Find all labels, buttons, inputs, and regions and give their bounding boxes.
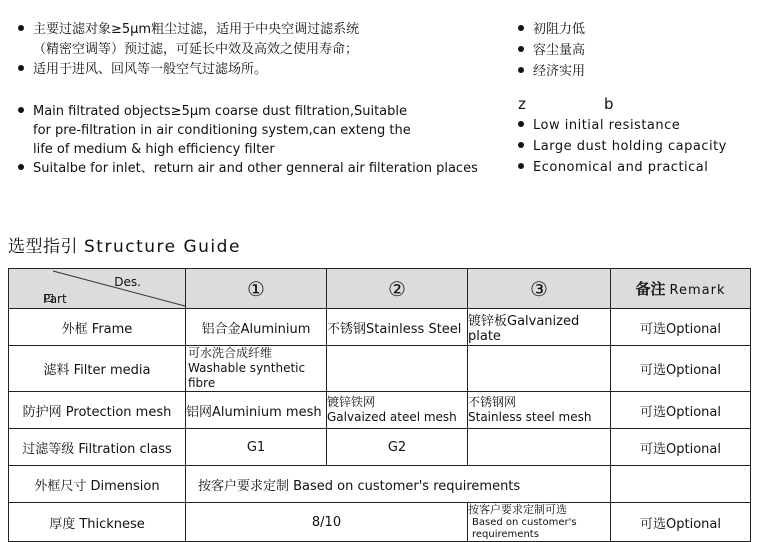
mesh-remark: 可选Optional — [611, 392, 751, 429]
feature-cn-1: 初阻力低 — [518, 22, 585, 38]
header-remark: 备注 Remark — [611, 269, 751, 309]
bullet-icon — [518, 25, 524, 31]
intro-cn-line3: 适用于进风、回风等一般空气过滤场所。 — [18, 62, 267, 78]
part-protection-mesh: 防护网 Protection mesh — [9, 392, 186, 429]
mesh-option-3: 不锈钢网 Stainless steel mesh — [468, 392, 611, 429]
bullet-icon — [518, 67, 524, 73]
media-option-3 — [468, 346, 611, 392]
feature-en-1: Low initial resistance — [518, 118, 680, 134]
class-option-3 — [468, 429, 611, 466]
mesh-option-2: 镀锌铁网 Galvaized ateel mesh — [327, 392, 468, 429]
table-header-row — [9, 269, 751, 309]
frame-remark: 可选Optional — [611, 309, 751, 346]
table-row — [9, 392, 751, 429]
table-row — [9, 429, 751, 466]
thickness-remark: 可选Optional — [611, 503, 751, 542]
header-des-label: Des. — [114, 275, 141, 289]
table-row — [9, 466, 751, 503]
intro-en-line1: Main filtrated objects≥5μm coarse dust filtration,Suitable — [18, 104, 407, 120]
thickness-value: 8/10 — [186, 503, 468, 542]
feature-cn-2: 容尘量高 — [518, 43, 585, 59]
media-option-2 — [327, 346, 468, 392]
feature-en-3: Economical and practical — [518, 160, 708, 176]
feature-en-2: Large dust holding capacity — [518, 139, 727, 155]
table-row — [9, 346, 751, 392]
header-des-part-cell — [9, 269, 186, 309]
bullet-icon — [18, 164, 24, 170]
structure-guide-table — [8, 268, 751, 542]
header-option-3: ③ — [468, 269, 611, 309]
media-option-1: 可水洗合成纤维 Washable synthetic fibre — [186, 346, 327, 392]
stray-z: z — [518, 95, 526, 113]
intro-en-line2: for pre-filtration in air conditioning system,can exteng the — [33, 123, 411, 138]
part-thickness: 厚度 Thicknese — [9, 503, 186, 542]
stray-b: b — [604, 95, 614, 113]
class-option-2: G2 — [327, 429, 468, 466]
frame-option-2: 不锈钢Stainless Steel — [327, 309, 468, 346]
part-filtration-class: 过滤等级 Filtration class — [9, 429, 186, 466]
class-option-1: G1 — [186, 429, 327, 466]
bullet-icon — [518, 142, 524, 148]
bullet-icon — [18, 25, 24, 31]
bullet-icon — [518, 163, 524, 169]
media-remark: 可选Optional — [611, 346, 751, 392]
bullet-icon — [18, 65, 24, 71]
header-option-2: ② — [327, 269, 468, 309]
header-option-1: ① — [186, 269, 327, 309]
intro-en-line3: life of medium & high efficiency filter — [33, 142, 275, 157]
structure-guide-title: 选型指引 Structure Guide — [8, 237, 241, 257]
intro-cn-line2: （精密空调等）预过滤，可延长中效及高效之使用寿命； — [33, 42, 359, 57]
table-row — [9, 309, 751, 346]
frame-option-1: 铝合金Aluminium — [186, 309, 327, 346]
header-part-label: Part — [43, 292, 67, 306]
thickness-option-3: 按客户要求定制可选 Based on customer's requirements — [468, 503, 611, 542]
diagonal-line — [9, 269, 185, 308]
dimension-remark — [611, 466, 751, 503]
intro-en-line4: Suitalbe for inlet、return air and other genneral air filteration places — [18, 161, 478, 177]
frame-option-3: 镀锌板Galvanized plate — [468, 309, 611, 346]
mesh-option-1: 铝网Aluminium mesh — [186, 392, 327, 429]
part-dimension: 外框尺寸 Dimension — [9, 466, 186, 503]
part-frame: 外框 Frame — [9, 309, 186, 346]
feature-cn-3: 经济实用 — [518, 64, 585, 80]
bullet-icon — [518, 46, 524, 52]
bullet-icon — [18, 107, 24, 113]
class-remark: 可选Optional — [611, 429, 751, 466]
table-row — [9, 503, 751, 542]
dimension-value: 按客户要求定制 Based on customer's requirements — [186, 466, 611, 503]
intro-cn-line1: 主要过滤对象≥5μm粗尘过滤，适用于中央空调过滤系统 — [18, 22, 359, 38]
bullet-icon — [518, 121, 524, 127]
part-filter-media: 滤料 Filter media — [9, 346, 186, 392]
